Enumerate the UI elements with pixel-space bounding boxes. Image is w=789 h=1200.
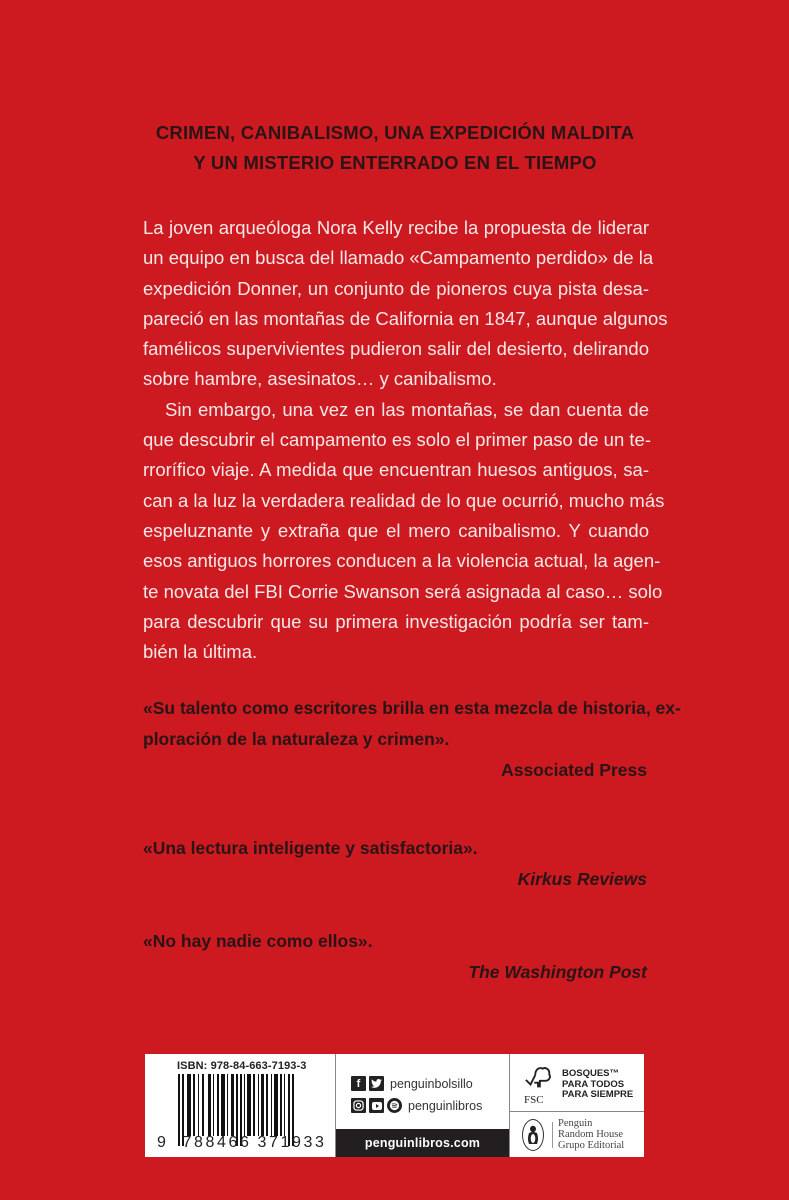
website-link[interactable]: penguinlibros.com [336,1129,509,1157]
fsc-certification [510,1054,644,1112]
back-cover-headline [130,118,660,178]
isbn-label: ISBN: 978-84-663-7193-3 [177,1060,307,1072]
synopsis-line: que descubrir el campamento es solo el primer paso de un te- [143,429,651,451]
publisher-name: Penguin Random House Grupo Editorial [558,1118,625,1151]
quote-text: «Su talento como escritores brilla en esta mezcla de historia, ex- [143,698,681,718]
synopsis-line: famélicos supervivientes pudieron salir del desierto, delirando [143,338,649,360]
barcode-first-digit: 9 [157,1134,169,1151]
barcode-group-1: 788466 [182,1134,252,1151]
quote-source: Associated Press [501,760,647,780]
synopsis-paragraph-1 [143,213,668,395]
barcode-icon [178,1074,318,1142]
synopsis-line: rrorífico viaje. A medida que encuentran huesos antiguos, sa- [143,459,649,481]
synopsis-line: te novata del FBI Corrie Swanson será asignada al caso… solo [143,580,663,602]
quote-text: «No hay nadie como ellos». [143,931,373,951]
synopsis-line: pareció en las montañas de California en 1847, aunque algunos [143,307,668,329]
synopsis-line: un equipo en busca del llamado «Campamento perdido» de la [143,247,654,269]
instagram-icon[interactable] [351,1098,366,1113]
fsc-tagline: BOSQUES™ PARA TODOS PARA SIEMPRE [562,1068,634,1100]
social-row-libros [351,1098,482,1113]
quote-text: «Una lectura inteligente y satisfactoria». [143,838,478,858]
fsc-tree-icon [524,1064,552,1092]
synopsis-line: espeluznante y extraña que el mero canibalismo. Y cuando [143,519,649,541]
synopsis-line: Sin embargo, una vez en las montañas, se dan cuenta de [165,398,649,420]
quote-source: The Washington Post [468,962,647,982]
quote-associated-press [143,693,681,786]
synopsis-line: bién la última. [143,641,258,663]
divider [552,1122,553,1148]
youtube-icon[interactable] [369,1098,384,1113]
barcode-group-2: 371933 [257,1134,327,1151]
social-handle[interactable]: penguinlibros [408,1098,483,1113]
social-row-bolsillo [351,1076,473,1091]
logos-panel [510,1054,644,1157]
twitter-icon[interactable] [369,1076,384,1091]
quote-kirkus-reviews [143,833,649,895]
barcode-digits [157,1134,327,1152]
synopsis-line: sobre hambre, asesinatos… y canibalismo. [143,368,497,390]
headline-line-2: Y UN MISTERIO ENTERRADO EN EL TIEMPO [193,152,597,173]
publisher-logo [510,1112,644,1157]
penguin-icon [522,1119,544,1151]
quote-source: Kirkus Reviews [517,869,647,889]
synopsis [143,213,668,667]
synopsis-line: can a la luz la verdadera realidad de lo que ocurrió, mucho más [143,489,665,511]
social-handle[interactable]: penguinbolsillo [390,1076,473,1091]
synopsis-line: esos antiguos horrores conducen a la violencia actual, la agen- [143,550,661,572]
spotify-icon[interactable] [387,1098,402,1113]
quote-text: ploración de la naturaleza y crimen». [143,729,450,749]
synopsis-line: La joven arqueóloga Nora Kelly recibe la propuesta de liderar [143,217,649,238]
barcode-panel [145,1054,336,1157]
synopsis-line: para descubrir que su primera investigación podría ser tam- [143,610,649,632]
facebook-icon[interactable]: f [351,1076,366,1091]
synopsis-paragraph-2 [143,395,665,668]
synopsis-line: expedición Donner, un conjunto de pioneros cuya pista desa- [143,277,649,299]
fsc-label: FSC [524,1094,544,1106]
publisher-info-box [145,1054,644,1157]
headline-line-1: CRIMEN, CANIBALISMO, UNA EXPEDICIÓN MALDITA [155,122,635,143]
quote-washington-post [143,926,649,988]
social-panel [336,1054,510,1157]
